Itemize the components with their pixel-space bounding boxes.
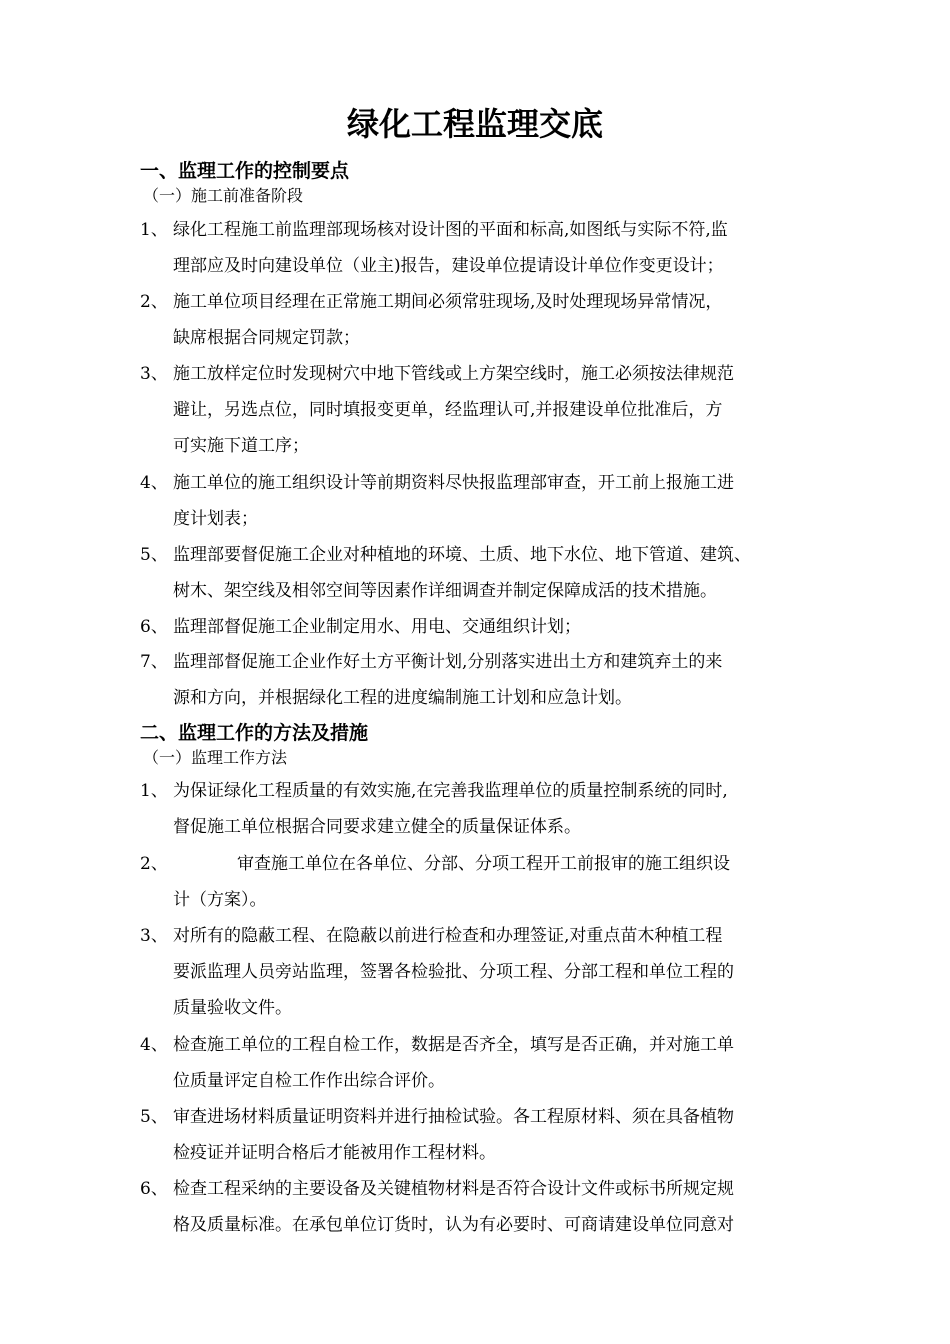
item-number: 5、 <box>140 545 168 565</box>
item-text: 施工放样定位时发现树穴中地下管线或上方架空线时，施工必须按法律规范 <box>173 364 734 384</box>
item-text: 施工单位项目经理在正常施工期间必须常驻现场,及时处理现场异常情况， <box>173 292 723 312</box>
item-text: 避让，另选点位，同时填报变更单，经监理认可,并报建设单位批准后，方 <box>173 400 723 420</box>
list-item-1-3 <box>140 356 840 464</box>
item-text: 审查进场材料质量证明资料并进行抽检试验。各工程原材料、须在具备植物 <box>173 1107 734 1127</box>
list-item-2-2 <box>140 846 840 918</box>
item-text: 监理部督促施工企业制定用水、用电、交通组织计划； <box>173 617 581 637</box>
item-number: 2、 <box>140 854 168 874</box>
list-item-1-7 <box>140 644 840 716</box>
item-text: 检疫证并证明合格后才能被用作工程材料。 <box>173 1143 496 1163</box>
item-text: 绿化工程施工前监理部现场核对设计图的平面和标高,如图纸与实际不符,监 <box>173 220 728 240</box>
list-item-2-3 <box>140 918 840 1026</box>
item-number: 1、 <box>140 220 168 240</box>
list-item-2-1 <box>140 773 840 845</box>
list-item-1-2 <box>140 284 840 356</box>
item-number: 1、 <box>140 781 168 801</box>
item-number: 3、 <box>140 364 168 384</box>
item-number: 4、 <box>140 1035 168 1055</box>
item-text: 计（方案）。 <box>173 890 267 910</box>
item-text: 可实施下道工序； <box>173 436 309 456</box>
item-text: 检查施工单位的工程自检工作，数据是否齐全，填写是否正确，并对施工单 <box>173 1035 734 1055</box>
list-item-1-5 <box>140 537 840 609</box>
item-text: 监理部要督促施工企业对种植地的环境、土质、地下水位、地下管道、建筑、 <box>173 545 751 565</box>
list-item-2-5 <box>140 1099 840 1171</box>
subsection-heading-2: （一）监理工作方法 <box>143 748 288 767</box>
list-item-1-4 <box>140 465 840 537</box>
item-text: 格及质量标准。在承包单位订货时，认为有必要时、可商请建设单位同意对 <box>173 1215 734 1235</box>
item-text: 度计划表； <box>173 509 258 529</box>
item-text: 对所有的隐蔽工程、在隐蔽以前进行检查和办理签证,对重点苗木种植工程 <box>173 926 723 946</box>
item-text: 督促施工单位根据合同要求建立健全的质量保证体系。 <box>173 817 581 837</box>
document-title: 绿化工程监理交底 <box>346 105 603 143</box>
item-text: 施工单位的施工组织设计等前期资料尽快报监理部审查，开工前上报施工进 <box>173 473 734 493</box>
item-number: 7、 <box>140 652 168 672</box>
item-text: 检查工程采纳的主要设备及关键植物材料是否符合设计文件或标书所规定规 <box>173 1179 734 1199</box>
list-item-1-6 <box>140 609 840 645</box>
item-number: 6、 <box>140 1179 168 1199</box>
item-number: 3、 <box>140 926 168 946</box>
item-text: 缺席根据合同规定罚款； <box>173 328 360 348</box>
section-heading-2: 二、监理工作的方法及措施 <box>140 722 369 744</box>
list-item-2-4 <box>140 1027 840 1099</box>
list-item-1-1 <box>140 212 840 284</box>
item-text: 质量验收文件。 <box>173 998 292 1018</box>
item-text: 位质量评定自检工作作出综合评价。 <box>173 1071 445 1091</box>
item-text: 理部应及时向建设单位（业主)报告，建设单位提请设计单位作变更设计； <box>173 256 724 276</box>
item-text: 源和方向，并根据绿化工程的进度编制施工计划和应急计划。 <box>173 688 632 708</box>
list-item-2-6 <box>140 1171 840 1243</box>
item-text: 树木、架空线及相邻空间等因素作详细调查并制定保障成活的技术措施。 <box>173 581 717 601</box>
item-text: 要派监理人员旁站监理，签署各检验批、分项工程、分部工程和单位工程的 <box>173 962 734 982</box>
item-text: 监理部督促施工企业作好土方平衡计划,分别落实进出土方和建筑弃土的来 <box>173 652 723 672</box>
item-number: 2、 <box>140 292 168 312</box>
item-number: 6、 <box>140 617 168 637</box>
item-text: 审查施工单位在各单位、分部、分项工程开工前报审的施工组织设 <box>237 854 730 874</box>
item-text: 为保证绿化工程质量的有效实施,在完善我监理单位的质量控制系统的同时, <box>173 781 728 801</box>
subsection-heading-1: （一）施工前准备阶段 <box>143 186 304 205</box>
item-number: 5、 <box>140 1107 168 1127</box>
section-heading-1: 一、监理工作的控制要点 <box>140 160 350 182</box>
item-number: 4、 <box>140 473 168 493</box>
